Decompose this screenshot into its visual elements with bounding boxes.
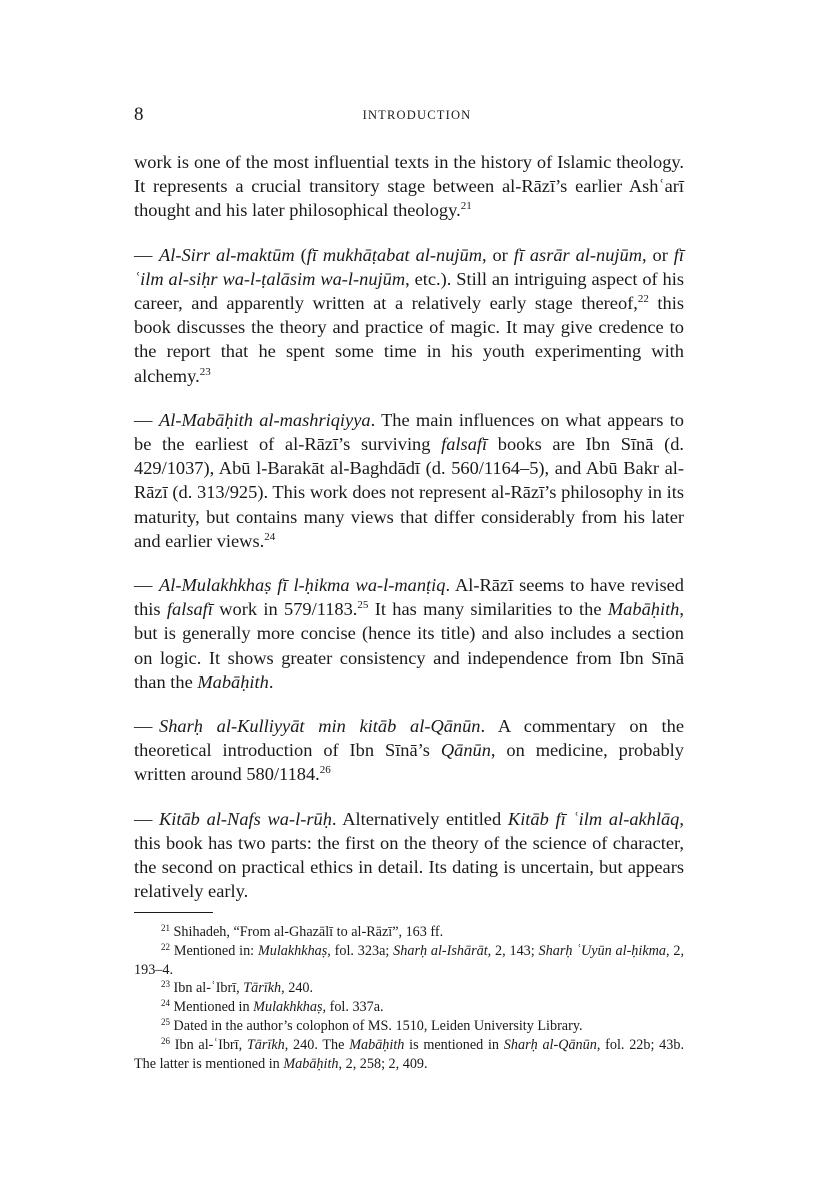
footnote-ref-title: Sharḥ ʿUyūn al-ḥikma (538, 942, 666, 959)
footnote-21 (134, 923, 684, 942)
entry-kitab-al-nafs (134, 807, 684, 904)
footnote-text: , fol. 337a. (322, 999, 384, 1016)
entry-dash: — (134, 409, 153, 430)
work-title-ref: Mabāḥith (607, 599, 680, 620)
footnote-ref-title: Tārīkh (246, 1036, 285, 1053)
paragraph-text: . Al-Rāzī seems to have revised this (134, 575, 685, 620)
alt-title: fī mukhāṭabat al-nujūm (306, 244, 482, 265)
footnote-ref-24[interactable]: 24 (264, 530, 276, 543)
paragraph-text: this book discusses the theory and practice of magic. It may give credence to the report that he spent some time in his youth experimenting with alchemy. (134, 293, 684, 386)
paragraph-text: Still an intriguing aspect of his career, and apparently written at a relatively early stage thereof, (134, 268, 684, 314)
work-title: Kitāb al-Nafs wa-l-rūḥ (159, 808, 332, 829)
term-falsafi: falsafī (441, 434, 488, 455)
footnote-text: Dated in the author’s colophon of MS. 1510, Leiden University Library. (170, 1017, 583, 1034)
paragraph-theology (134, 150, 684, 223)
footnote-ref-title: Mulakhkhaṣ (257, 942, 328, 959)
footnote-text: , fol. 323a; (327, 942, 394, 959)
footnote-text: Shihadeh, “From al-Ghazālī to al-Rāzī”, 163 ff. (170, 924, 444, 940)
alt-title: fī ʿilm al-siḥr wa-l-ṭalāsim wa-l-nujūm (134, 244, 684, 289)
work-title: Al-Sirr al-maktūm (159, 244, 295, 265)
entry-dash: — (134, 244, 153, 265)
paragraph-text: , but is generally more concise (hence its title) and also includes a section on logic. It shows greater consistency and independence from Ibn Sīnā than the (134, 599, 684, 692)
running-head (134, 104, 684, 128)
footnote-text: , 2, 193–4. (134, 942, 684, 978)
footnote-25 (134, 1017, 684, 1036)
paren: , etc.). (405, 268, 452, 289)
paragraph-text: work is one of the most influential texts in the history of Islamic theology. It represents a crucial transitory stage between al-Rāzī’s earlier Ashʿarī thought and his later philosophical theology. (134, 152, 684, 221)
paragraph-text: books are Ibn Sīnā (d. 429/1037), Abū l-Barakāt al-Baghdādī (d. 560/1164–5), and Abū Bakr al-Rāzī (d. 313/925). This work does not represent al-Rāzī’s philosophy in its maturity, but contains many views that differ considerably from his later and earlier views. (134, 434, 684, 551)
footnote-rule (134, 912, 213, 913)
footnote-ref-title: Mabāḥith (283, 1055, 339, 1072)
paren: ( (300, 244, 307, 265)
running-title: INTRODUCTION (362, 108, 472, 122)
paragraph-text: . A commentary on the theoretical introduction of Ibn Sīnā’s (134, 716, 685, 761)
paragraph-text: It has many similarities to the (368, 599, 608, 620)
entry-sirr-al-maktum (134, 243, 684, 388)
footnote-text: is mentioned in (404, 1036, 504, 1053)
conjunction: , or (642, 244, 674, 265)
entry-sharh-kulliyyat (134, 714, 684, 787)
footnote-text: , 2, 143; (487, 942, 539, 959)
paragraph-text: work in 579/1183. (212, 599, 358, 620)
footnote-text: Mentioned in (170, 999, 254, 1016)
footnote-text: , 240. (281, 980, 314, 997)
alt-title: fī asrār al-nujūm (513, 244, 643, 265)
footnote-number: 21 (161, 923, 170, 933)
footnote-26 (134, 1036, 684, 1074)
work-title: Al-Mabāḥith al-mashriqiyya (159, 409, 371, 430)
work-title-ref: Qānūn (440, 740, 491, 761)
footnote-ref-22[interactable]: 22 (637, 293, 649, 306)
footnote-text: , fol. 22b; 43b. The latter is mentioned in (134, 1036, 685, 1072)
term-falsafi: falsafī (166, 599, 213, 620)
footnote-ref-title: Mabāḥith (349, 1036, 405, 1053)
paragraph-text: . (268, 671, 274, 692)
footnote-number: 26 (161, 1035, 170, 1046)
paragraph-text: , this book has two parts: the first on the theory of the science of character, the second on practical ethics in detail. Its dating is uncertain, but appears relatively early. (134, 808, 684, 902)
footnote-text: Ibn al-ʿIbrī, (170, 1036, 247, 1053)
footnote-number: 24 (161, 998, 170, 1009)
page-body (134, 104, 684, 923)
footnote-ref-title: Mulakhkhaṣ (253, 999, 323, 1016)
footnote-text: Mentioned in: (170, 942, 258, 959)
entry-mulakhkhas (134, 573, 684, 694)
entry-mabahith (134, 408, 684, 553)
footnote-ref-title: Sharḥ al-Qānūn (503, 1036, 597, 1053)
footnote-text: , 240. The (284, 1036, 350, 1053)
footnotes (134, 912, 684, 1073)
work-title: Al-Mulakhkhaṣ fī l-ḥikma wa-l-manṭiq (159, 575, 446, 596)
footnote-number: 23 (161, 979, 170, 990)
work-title-ref: Mabāḥith (197, 671, 269, 692)
footnote-text: , 2, 258; 2, 409. (338, 1055, 428, 1072)
footnote-ref-title: Tārīkh (243, 980, 282, 997)
footnote-ref-21[interactable]: 21 (460, 200, 472, 213)
alt-title: Kitāb fī ʿilm al-akhlāq (507, 808, 680, 829)
footnote-text: Ibn al-ʿIbrī, (170, 980, 244, 997)
footnote-ref-25[interactable]: 25 (357, 599, 369, 612)
page-number: 8 (134, 104, 144, 125)
entry-dash: — (134, 808, 153, 829)
footnote-number: 22 (161, 941, 170, 952)
entry-dash: — (134, 575, 153, 596)
conjunction: , or (481, 244, 514, 265)
work-title: Sharḥ al-Kulliyyāt min kitāb al-Qānūn (159, 716, 481, 737)
footnote-ref-26[interactable]: 26 (319, 764, 331, 777)
footnote-ref-title: Sharḥ al-Ishārāt (393, 942, 488, 959)
paragraph-text: . The main influences on what appears to be the earliest of al-Rāzī’s surviving (134, 409, 684, 455)
paragraph-text: . Alternatively entitled (331, 808, 508, 829)
footnote-24 (134, 998, 684, 1017)
paragraph-text: , on medicine, probably written around 580/1184. (134, 740, 684, 785)
footnote-ref-23[interactable]: 23 (199, 365, 211, 378)
footnote-23 (134, 979, 684, 998)
entry-dash: — (134, 716, 153, 737)
footnote-number: 25 (161, 1016, 170, 1027)
footnote-22 (134, 942, 684, 980)
